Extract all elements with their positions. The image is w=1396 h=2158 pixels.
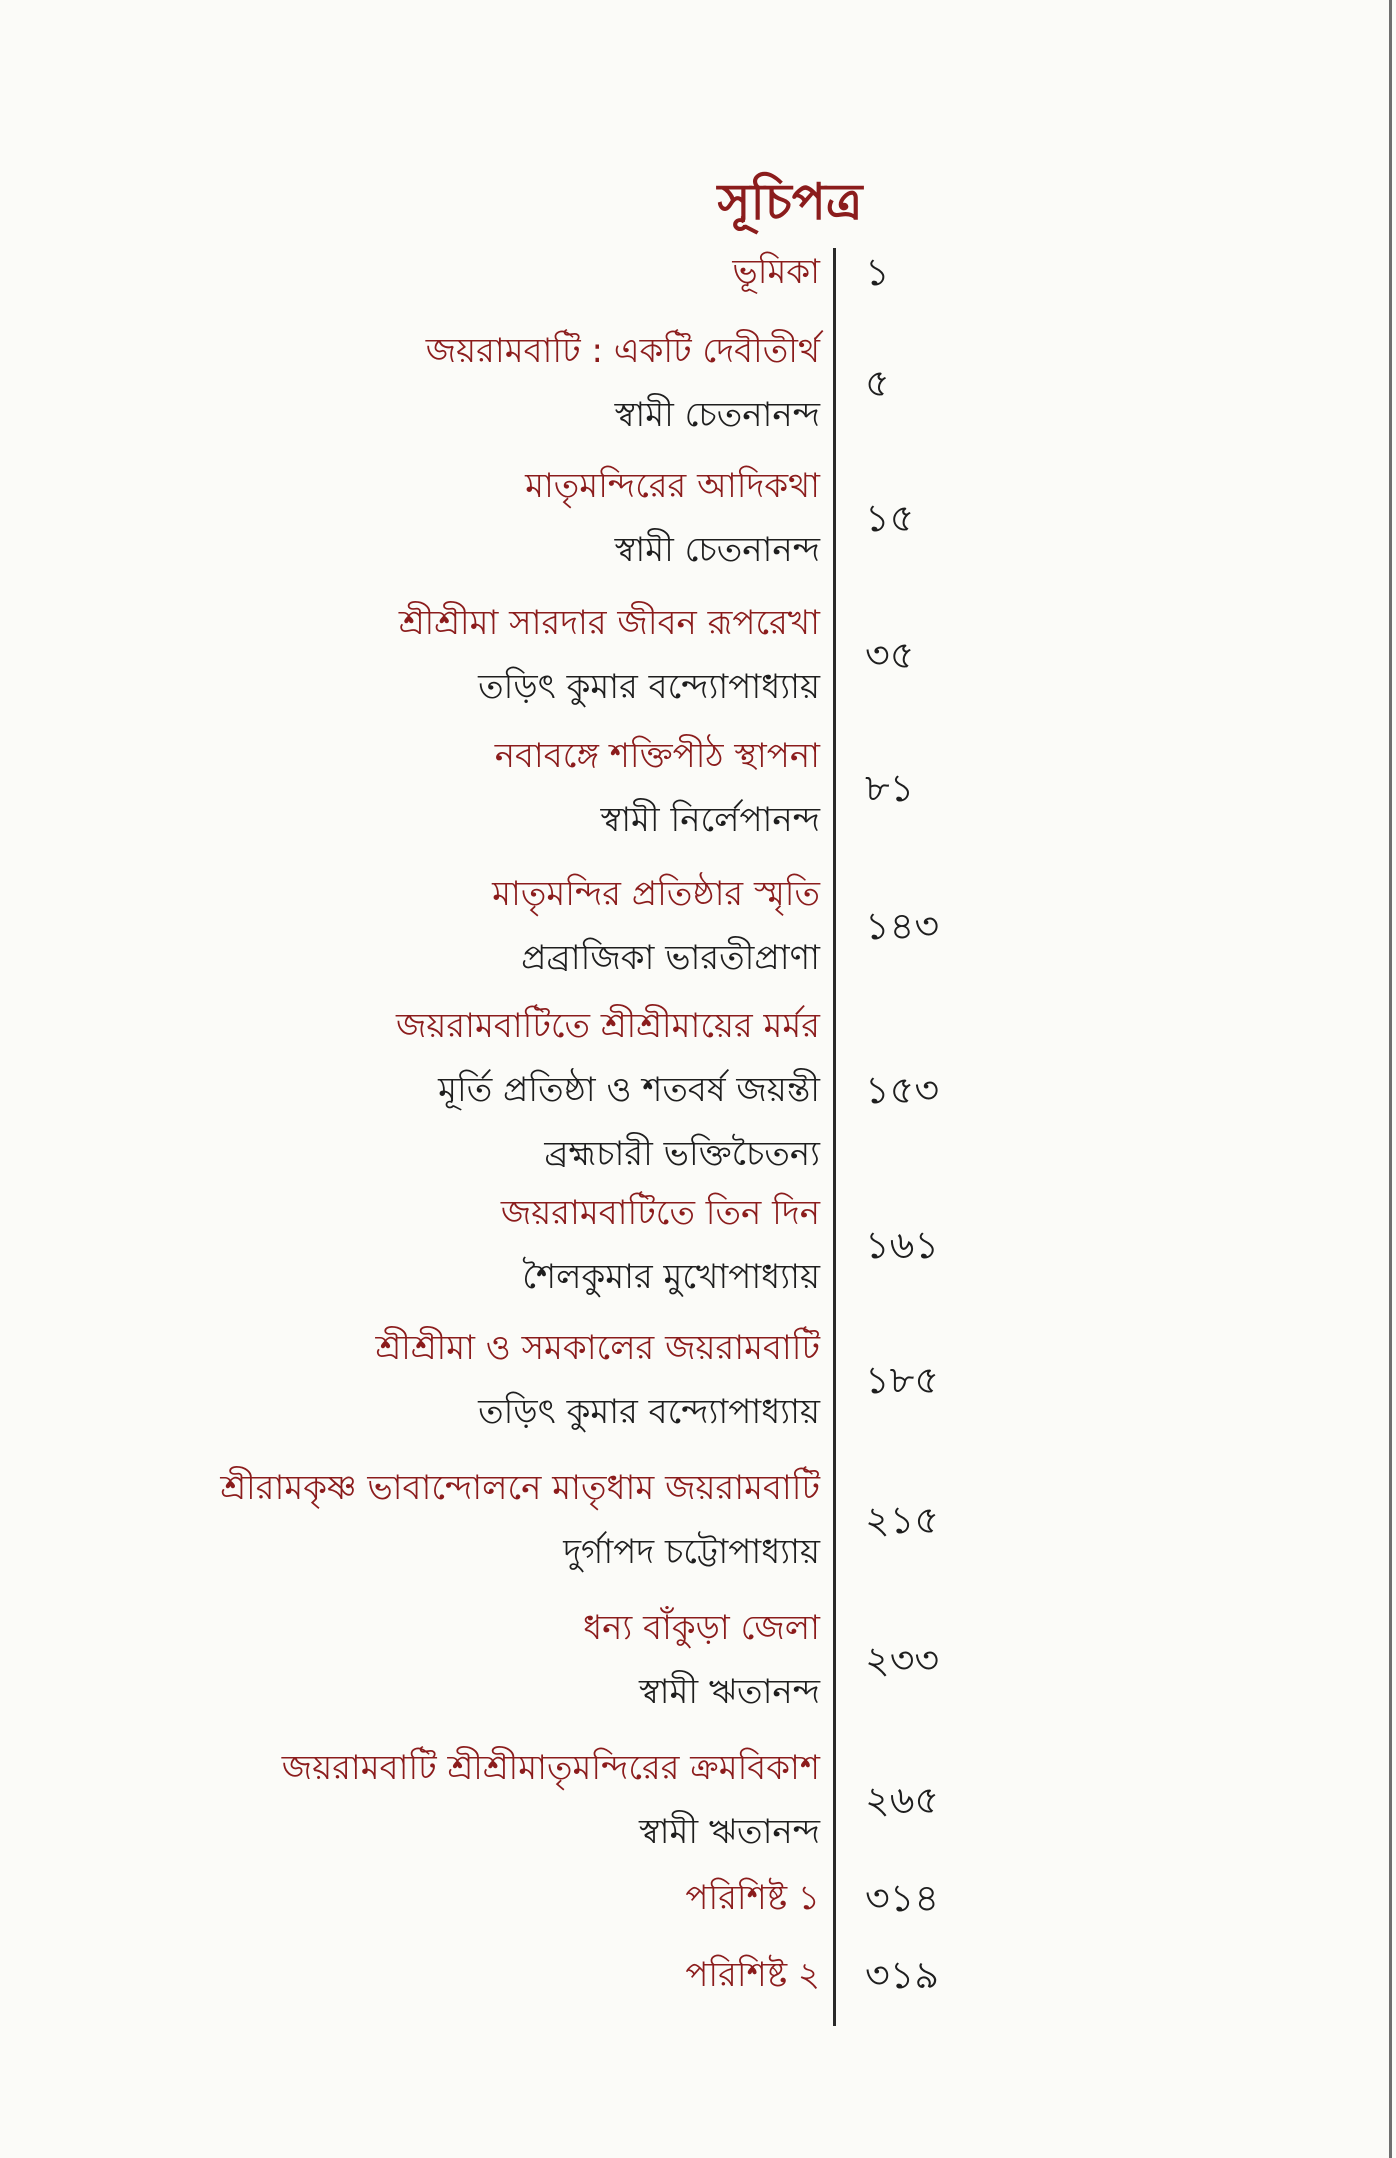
- toc-entry-title: জয়রামবাটি : একটি দেবীতীর্থ: [425, 331, 820, 371]
- toc-entry-title: শ্রীশ্রীমা ও সমকালের জয়রামবাটি: [375, 1328, 820, 1368]
- toc-entry-title: মাতৃমন্দির প্রতিষ্ঠার স্মৃতি: [492, 874, 820, 914]
- toc-entry: [120, 724, 820, 852]
- toc-entry-title: মাতৃমন্দিরের আদিকথা: [525, 466, 820, 506]
- toc-entry: [120, 862, 820, 990]
- toc-page-number: ২৬৫: [865, 1778, 940, 1822]
- toc-entry-subline: স্বামী ঋতানন্দ: [638, 1672, 820, 1712]
- page-edge: [1389, 0, 1392, 2158]
- toc-entry: [120, 1316, 820, 1444]
- toc-page-number: ৩১৯: [865, 1953, 940, 1997]
- toc-entry-subline: স্বামী নির্লেপানন্দ: [600, 800, 820, 840]
- toc-entry-title: জয়রামবাটিতে শ্রীশ্রীমায়ের মর্মর: [395, 1006, 820, 1046]
- toc-entry-title: জয়রামবাটিতে তিন দিন: [500, 1193, 820, 1233]
- toc-entry-subline: দুর্গাপদ চট্টোপাধ্যায়: [563, 1532, 820, 1572]
- toc-entry: [120, 994, 820, 1186]
- toc-entry: [120, 1736, 820, 1864]
- toc-page-number: ২৩৩: [865, 1638, 940, 1682]
- toc-entry-subline: মূর্তি প্রতিষ্ঠা ও শতবর্ষ জয়ন্তী: [438, 1070, 820, 1110]
- toc-entry: [120, 1181, 820, 1309]
- toc-divider: [833, 248, 836, 2026]
- toc-entry-title: জয়রামবাটি শ্রীশ্রীমাতৃমন্দিরের ক্রমবিকাশ: [281, 1748, 820, 1788]
- toc-entry: [120, 319, 820, 447]
- toc-page-number: ১৬১: [865, 1223, 940, 1267]
- toc-entry-title: নবাবঙ্গে শক্তিপীঠ স্থাপনা: [494, 736, 820, 776]
- toc-entry: [120, 1456, 820, 1584]
- toc-entry-subline: স্বামী চেতনানন্দ: [614, 395, 820, 435]
- toc-entry: [120, 1866, 820, 1930]
- toc-entry-subline: স্বামী চেতনানন্দ: [614, 530, 820, 570]
- toc-page-number: ১৪৩: [865, 904, 940, 948]
- toc-entry-subline: স্বামী ঋতানন্দ: [638, 1812, 820, 1852]
- toc-page-number: ৮১: [865, 766, 915, 810]
- toc-entry-title: শ্রীশ্রীমা সারদার জীবন রূপরেখা: [398, 603, 820, 643]
- toc-entry-title: শ্রীরামকৃষ্ণ ভাবান্দোলনে মাতৃধাম জয়রামবাটি: [220, 1468, 820, 1508]
- toc-entry-subline: প্রব্রাজিকা ভারতীপ্রাণা: [521, 938, 820, 978]
- page-title: সূচিপত্র: [717, 173, 863, 231]
- toc-page-number: ৫: [865, 361, 890, 405]
- toc-entry-subline: শৈলকুমার মুখোপাধ্যায়: [522, 1257, 820, 1297]
- toc-entry-title: ভূমিকা: [732, 252, 820, 292]
- toc-page-number: ১৫: [865, 496, 915, 540]
- toc-page-number: ১: [865, 250, 890, 294]
- toc-entry: [120, 454, 820, 582]
- toc-entry-title: ধন্য বাঁকুড়া জেলা: [583, 1608, 820, 1648]
- toc-page-number: ২১৫: [865, 1498, 940, 1542]
- toc-entry: [120, 240, 820, 304]
- toc-page-number: ৩৫: [865, 633, 915, 677]
- toc-entry-subline: তড়িৎ কুমার বন্দ্যোপাধ্যায়: [478, 667, 820, 707]
- toc-entry: [120, 1943, 820, 2007]
- toc-entry-subline: তড়িৎ কুমার বন্দ্যোপাধ্যায়: [478, 1392, 820, 1432]
- toc-entry: [120, 591, 820, 719]
- toc-entry: [120, 1596, 820, 1724]
- toc-page-number: ৩১৪: [865, 1876, 940, 1920]
- toc-page-number: ১৫৩: [865, 1068, 940, 1112]
- toc-entry-title: পরিশিষ্ট ১: [685, 1878, 820, 1918]
- toc-page-number: ১৮৫: [865, 1358, 939, 1402]
- toc-entry-subline: ব্রহ্মচারী ভক্তিচৈতন্য: [544, 1134, 820, 1174]
- toc-entry-title: পরিশিষ্ট ২: [685, 1955, 820, 1995]
